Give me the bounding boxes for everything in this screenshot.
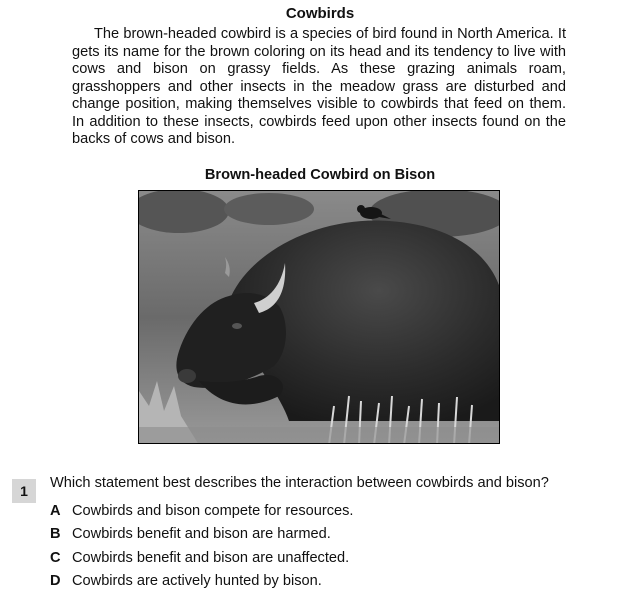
answer-option-c[interactable] [50, 546, 353, 570]
answer-option-d[interactable] [50, 570, 353, 594]
question-number-badge: 1 [12, 479, 36, 503]
question-stem: Which statement best describes the interaction between cowbirds and bison? [50, 475, 549, 491]
answer-option-b[interactable] [50, 523, 353, 547]
option-letter: B [50, 526, 61, 543]
option-text: Cowbirds benefit and bison are harmed. [72, 526, 331, 543]
option-letter: A [50, 502, 61, 519]
option-text: Cowbirds are actively hunted by bison. [72, 573, 322, 590]
bison-photo-icon [139, 191, 500, 444]
passage-title: Cowbirds [285, 5, 355, 22]
bison-photo [138, 190, 500, 444]
option-letter: C [50, 549, 61, 566]
option-text: Cowbirds and bison compete for resources. [72, 502, 354, 519]
answer-option-a[interactable] [50, 499, 353, 523]
answer-options [50, 499, 353, 593]
option-letter: D [50, 573, 61, 590]
figure-caption: Brown-headed Cowbird on Bison [204, 167, 436, 183]
passage-text: The brown-headed cowbird is a species of bird found in North America. It gets its name for the brown coloring on its head and its tendency to live with cows and bison on grassy fields. As these grazing animals roam, grasshoppers and other insects in the meadow grass are disturbed and change position, making themselves visible to cowbirds that feed on them. In addition to these insects, cowbirds feed upon other insects found on the backs of cows and bison. [72, 26, 566, 147]
option-text: Cowbirds benefit and bison are unaffected. [72, 549, 350, 566]
